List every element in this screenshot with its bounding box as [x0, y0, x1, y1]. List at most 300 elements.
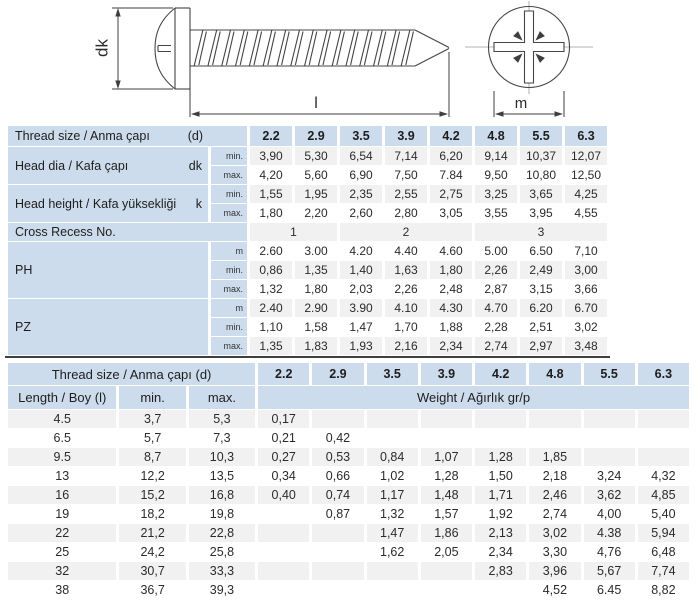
head-dia-label-symbol: dk [188, 158, 202, 173]
thread-line [249, 30, 258, 67]
weight-cell: 1,86 [421, 524, 472, 542]
value-cell: 12,07 [565, 147, 607, 165]
thread-line [318, 30, 327, 67]
size-header-cell: 5.5 [584, 363, 635, 385]
min-cell: 18,2 [119, 505, 185, 523]
weight-cell [529, 410, 580, 428]
weight-cell: 0,34 [258, 467, 309, 485]
thread-line [254, 32, 262, 66]
screw-side-view [155, 8, 449, 89]
size-header-cell: 4.8 [475, 126, 517, 146]
weight-cell: 1,28 [421, 467, 472, 485]
value-cell: 9,50 [475, 166, 517, 184]
weight-cell: 2,34 [475, 543, 526, 561]
thread-line [392, 32, 400, 66]
weight-cell [312, 410, 363, 428]
thread-line [351, 32, 359, 66]
thread-line [277, 30, 286, 67]
weight-cell: 0,17 [258, 410, 309, 428]
thread-line [240, 32, 248, 66]
value-cell: 2.60 [250, 242, 292, 260]
value-cell: 2,03 [340, 280, 382, 298]
weight-cell: 0,53 [312, 448, 363, 466]
weight-cell: 1,85 [529, 448, 580, 466]
max-cell: 33,3 [189, 562, 255, 580]
size-header-cell: 4.2 [430, 126, 472, 146]
pz-label-flex [15, 320, 204, 334]
table-row [8, 448, 689, 466]
screw-head-top-view [465, 1, 593, 94]
value-cell: 5,60 [295, 166, 337, 184]
value-cell: 6.20 [520, 299, 562, 317]
value-cell: 1,93 [340, 337, 382, 355]
max-header: max. [189, 386, 255, 409]
table1-bottom-border [5, 356, 610, 358]
ph-label [8, 242, 208, 298]
min-cell: 30,7 [119, 562, 185, 580]
weight-cell [312, 524, 363, 542]
sub-label: min. [211, 147, 247, 165]
weight-cell: 3,62 [584, 486, 635, 504]
value-cell: 3.90 [340, 299, 382, 317]
size-header-cell: 6.3 [638, 363, 689, 385]
value-cell: 2,28 [475, 318, 517, 336]
weight-cell [421, 581, 472, 599]
weight-cell [421, 429, 472, 447]
weight-cell: 3,24 [584, 467, 635, 485]
max-cell: 22,8 [189, 524, 255, 542]
value-cell: 7,14 [385, 147, 427, 165]
dk-dimension [93, 8, 174, 89]
weight-cell: 6.45 [584, 581, 635, 599]
weight-cell: 4,32 [638, 467, 689, 485]
table2-header-row-1 [8, 363, 689, 385]
weight-cell: 0,87 [312, 505, 363, 523]
thread-line [364, 32, 372, 66]
weight-cell: 3,96 [529, 562, 580, 580]
thread-line [373, 30, 382, 67]
weight-cell [367, 581, 418, 599]
value-cell: 7,50 [385, 166, 427, 184]
weight-cell [638, 448, 689, 466]
value-cell: 2,55 [385, 185, 427, 203]
max-cell: 16,8 [189, 486, 255, 504]
value-cell: 1,32 [250, 280, 292, 298]
value-cell: 3.00 [295, 242, 337, 260]
value-cell: 4.60 [430, 242, 472, 260]
size-header-cell: 4.8 [529, 363, 580, 385]
min-cell: 12,2 [119, 467, 185, 485]
ph-row [8, 242, 607, 260]
m-label: m [514, 95, 528, 112]
value-cell: 1,80 [250, 204, 292, 222]
thread-line [378, 32, 386, 66]
weight-cell: 4,52 [529, 581, 580, 599]
weight-cell [367, 429, 418, 447]
length-cell: 38 [8, 581, 116, 599]
value-cell: 2,87 [475, 280, 517, 298]
length-cell: 9.5 [8, 448, 116, 466]
weight-cell: 3,02 [529, 524, 580, 542]
value-cell: 7.84 [430, 166, 472, 184]
thread-size-label-2: Thread size / Anma çapı (d) [8, 363, 255, 385]
thread-line [387, 30, 396, 67]
value-cell: 1,80 [295, 280, 337, 298]
weight-cell: 3,30 [529, 543, 580, 561]
max-cell: 10,3 [189, 448, 255, 466]
value-cell: 4.40 [385, 242, 427, 260]
thread-size-label [8, 126, 247, 146]
head-slot [158, 46, 171, 52]
weight-cell: 0,84 [367, 448, 418, 466]
min-cell: 5,7 [119, 429, 185, 447]
length-cell: 19 [8, 505, 116, 523]
weight-header: Weight / Ağırlık gr/p [258, 386, 689, 409]
value-cell: 3,90 [250, 147, 292, 165]
weight-cell: 6,48 [638, 543, 689, 561]
thread-line [194, 30, 203, 67]
value-cell: 3,66 [565, 280, 607, 298]
weight-cell: 2,05 [421, 543, 472, 561]
weight-cell [638, 429, 689, 447]
value-cell: 1,80 [430, 261, 472, 279]
weight-cell: 0,27 [258, 448, 309, 466]
table-row [8, 486, 689, 504]
weight-cell: 8,82 [638, 581, 689, 599]
thread-line [222, 30, 231, 67]
table-row [8, 467, 689, 485]
thread-line [332, 30, 341, 67]
value-cell: 2,48 [430, 280, 472, 298]
thread-line [304, 30, 313, 67]
weight-cell: 1,50 [475, 467, 526, 485]
cross-recess-label: Cross Recess No. [8, 223, 247, 241]
value-cell: 4.20 [340, 242, 382, 260]
max-cell: 19,8 [189, 505, 255, 523]
length-header: Length / Boy (l) [8, 386, 116, 409]
weight-cell [584, 448, 635, 466]
value-cell: 0,86 [250, 261, 292, 279]
pz-row [8, 299, 607, 317]
pz-label-text: PZ [15, 320, 31, 334]
value-cell: 3,15 [520, 280, 562, 298]
value-cell: 10,80 [520, 166, 562, 184]
weight-cell: 1,57 [421, 505, 472, 523]
weight-cell: 0,74 [312, 486, 363, 504]
value-cell: 6,54 [340, 147, 382, 165]
weight-cell [475, 429, 526, 447]
thread-line [323, 32, 331, 66]
size-header-cell: 3.9 [385, 126, 427, 146]
weight-cell: 0,42 [312, 429, 363, 447]
thread-line [235, 30, 244, 67]
thread-line [337, 32, 345, 66]
value-cell: 4,25 [565, 185, 607, 203]
weight-cell: 1,92 [475, 505, 526, 523]
length-weight-table [5, 362, 692, 600]
thread-line [346, 30, 355, 67]
value-cell: 9,14 [475, 147, 517, 165]
thread-line [213, 32, 221, 66]
weight-cell: 1,28 [475, 448, 526, 466]
size-header-cell: 2.9 [312, 363, 363, 385]
length-cell: 22 [8, 524, 116, 542]
value-cell: 2,74 [475, 337, 517, 355]
table-row [8, 543, 689, 561]
value-cell: 2.90 [295, 299, 337, 317]
weight-cell [258, 505, 309, 523]
length-cell: 6.5 [8, 429, 116, 447]
weight-cell: 1,48 [421, 486, 472, 504]
min-cell: 8,7 [119, 448, 185, 466]
thread-line [295, 32, 303, 66]
value-cell: 2,34 [430, 337, 472, 355]
thread-line [401, 30, 410, 67]
cross-recess [494, 11, 564, 83]
thread-line [406, 32, 414, 66]
thread-size-label-text: Thread size / Anma çapı [15, 129, 150, 143]
m-dimension [494, 91, 564, 117]
weight-cell [258, 562, 309, 580]
weight-cell [584, 429, 635, 447]
head-dimensions-table [5, 125, 610, 356]
size-header-cell: 4.2 [475, 363, 526, 385]
screw-technical-drawing [0, 0, 700, 122]
weight-cell: 1,32 [367, 505, 418, 523]
size-header-cell: 5.5 [520, 126, 562, 146]
value-cell: 2,97 [520, 337, 562, 355]
min-cell: 24,2 [119, 543, 185, 561]
head-height-label-text: Head height / Kafa yüksekliği [15, 196, 177, 211]
value-cell: 2,60 [340, 204, 382, 222]
max-cell: 25,8 [189, 543, 255, 561]
weight-cell: 4.38 [584, 524, 635, 542]
thread-size-label-symbol: (d) [187, 129, 204, 143]
value-cell: 1,83 [295, 337, 337, 355]
max-cell: 7,3 [189, 429, 255, 447]
l-label: l [314, 95, 318, 112]
value-cell: 12,50 [565, 166, 607, 184]
thread-line [268, 32, 276, 66]
sub-label: m [211, 242, 247, 260]
value-cell: 6,20 [430, 147, 472, 165]
weight-cell: 0,21 [258, 429, 309, 447]
head-dia-label-text: Head dia / Kafa çapı [15, 158, 129, 173]
weight-cell: 2,83 [475, 562, 526, 580]
value-cell: 4.30 [430, 299, 472, 317]
value-cell: 1,47 [340, 318, 382, 336]
value-cell: 2.40 [250, 299, 292, 317]
value-cell: 1,35 [250, 337, 292, 355]
weight-cell [367, 410, 418, 428]
length-cell: 32 [8, 562, 116, 580]
value-cell: 3,65 [520, 185, 562, 203]
table-row [8, 505, 689, 523]
value-cell: 1,10 [250, 318, 292, 336]
value-cell: 2,35 [340, 185, 382, 203]
weight-cell: 0,66 [312, 467, 363, 485]
min-header: min. [119, 386, 185, 409]
max-cell: 13,5 [189, 467, 255, 485]
weight-cell [584, 410, 635, 428]
size-header-cell: 3.9 [421, 363, 472, 385]
head-height-label-flex [15, 197, 204, 211]
weight-cell: 2,13 [475, 524, 526, 542]
weight-cell: 7,74 [638, 562, 689, 580]
weight-cell: 1,17 [367, 486, 418, 504]
length-cell: 4.5 [8, 410, 116, 428]
sub-label: max. [211, 166, 247, 184]
weight-cell: 1,47 [367, 524, 418, 542]
weight-cell: 2,74 [529, 505, 580, 523]
value-cell: 2,26 [385, 280, 427, 298]
ph-label-text: PH [15, 263, 33, 277]
min-cell: 3,7 [119, 410, 185, 428]
thread-line [291, 30, 300, 67]
value-cell: 3,55 [475, 204, 517, 222]
sub-label: max. [211, 204, 247, 222]
weight-cell [258, 543, 309, 561]
value-cell: 7,10 [565, 242, 607, 260]
sub-label: min. [211, 261, 247, 279]
length-cell: 16 [8, 486, 116, 504]
head-height-row [8, 185, 607, 203]
value-cell: 3,02 [565, 318, 607, 336]
value-cell: 1,95 [295, 185, 337, 203]
weight-cell: 1,62 [367, 543, 418, 561]
cross-recess-group: 2 [340, 223, 472, 241]
thread-line [199, 32, 207, 66]
dk-label: dk [92, 39, 112, 57]
value-cell: 3,48 [565, 337, 607, 355]
thread-line [282, 32, 290, 66]
weight-cell: 4,76 [584, 543, 635, 561]
size-header-cell: 6.3 [565, 126, 607, 146]
value-cell: 6.50 [520, 242, 562, 260]
weight-cell [421, 410, 472, 428]
length-cell: 13 [8, 467, 116, 485]
weight-cell [529, 429, 580, 447]
value-cell: 1,63 [385, 261, 427, 279]
weight-cell: 5,67 [584, 562, 635, 580]
value-cell: 6.70 [565, 299, 607, 317]
value-cell: 10,37 [520, 147, 562, 165]
head-dia-label-flex [15, 159, 204, 173]
table1-header-row [8, 126, 607, 146]
weight-cell: 1,07 [421, 448, 472, 466]
thread-line [208, 30, 217, 67]
weight-cell [258, 524, 309, 542]
sub-label: min. [211, 318, 247, 336]
head-height-label [8, 185, 208, 222]
weight-cell: 5,40 [638, 505, 689, 523]
value-cell: 2,26 [475, 261, 517, 279]
weight-cell: 5,94 [638, 524, 689, 542]
value-cell: 2,80 [385, 204, 427, 222]
value-cell: 2,20 [295, 204, 337, 222]
weight-cell [475, 581, 526, 599]
min-cell: 36,7 [119, 581, 185, 599]
length-cell: 25 [8, 543, 116, 561]
sub-label: min. [211, 185, 247, 203]
table-row [8, 410, 689, 428]
pz-label [8, 299, 208, 355]
weight-cell [312, 581, 363, 599]
size-header-cell: 3.5 [340, 126, 382, 146]
weight-cell [258, 581, 309, 599]
value-cell: 1,35 [295, 261, 337, 279]
weight-cell [312, 543, 363, 561]
value-cell: 3,95 [520, 204, 562, 222]
weight-cell: 0,40 [258, 486, 309, 504]
thread-line [263, 30, 272, 67]
value-cell: 4.70 [475, 299, 517, 317]
value-cell: 3,00 [565, 261, 607, 279]
weight-cell [421, 562, 472, 580]
weight-cell [475, 410, 526, 428]
value-cell: 1,88 [430, 318, 472, 336]
min-cell: 21,2 [119, 524, 185, 542]
thread-line [309, 32, 317, 66]
value-cell: 1,40 [340, 261, 382, 279]
table-row [8, 429, 689, 447]
weight-cell: 4,00 [584, 505, 635, 523]
sub-label: max. [211, 337, 247, 355]
value-cell: 4,20 [250, 166, 292, 184]
head-dia-label [8, 147, 208, 184]
value-cell: 2,51 [520, 318, 562, 336]
screw-drawing-svg [0, 0, 700, 122]
head-dia-row [8, 147, 607, 165]
value-cell: 1,70 [385, 318, 427, 336]
weight-cell: 1,71 [475, 486, 526, 504]
table-row [8, 524, 689, 542]
cross-recess-group: 1 [250, 223, 337, 241]
value-cell: 2,75 [430, 185, 472, 203]
sub-label: max. [211, 280, 247, 298]
weight-cell: 1,02 [367, 467, 418, 485]
ph-label-flex [15, 263, 204, 277]
value-cell: 6,90 [340, 166, 382, 184]
table-row [8, 581, 689, 599]
value-cell: 4.10 [385, 299, 427, 317]
value-cell: 5,30 [295, 147, 337, 165]
weight-cell [367, 562, 418, 580]
size-header-cell: 2.2 [250, 126, 292, 146]
thread-line [360, 30, 369, 67]
table2-header-row-2 [8, 386, 689, 409]
weight-cell [312, 562, 363, 580]
value-cell: 2,49 [520, 261, 562, 279]
value-cell: 1,58 [295, 318, 337, 336]
thread-line [226, 32, 234, 66]
sub-label: m [211, 299, 247, 317]
table-row [8, 562, 689, 580]
min-cell: 15,2 [119, 486, 185, 504]
weight-cell: 4,85 [638, 486, 689, 504]
thread-lines [194, 30, 413, 67]
value-cell: 2,16 [385, 337, 427, 355]
value-cell: 4,55 [565, 204, 607, 222]
value-cell: 3,25 [475, 185, 517, 203]
weight-cell: 2,18 [529, 467, 580, 485]
value-cell: 3,05 [430, 204, 472, 222]
size-header-cell: 2.2 [258, 363, 309, 385]
max-cell: 5,3 [189, 410, 255, 428]
cross-recess-group: 3 [475, 223, 607, 241]
size-header-cell: 3.5 [367, 363, 418, 385]
thread-size-label-flex [15, 129, 243, 143]
